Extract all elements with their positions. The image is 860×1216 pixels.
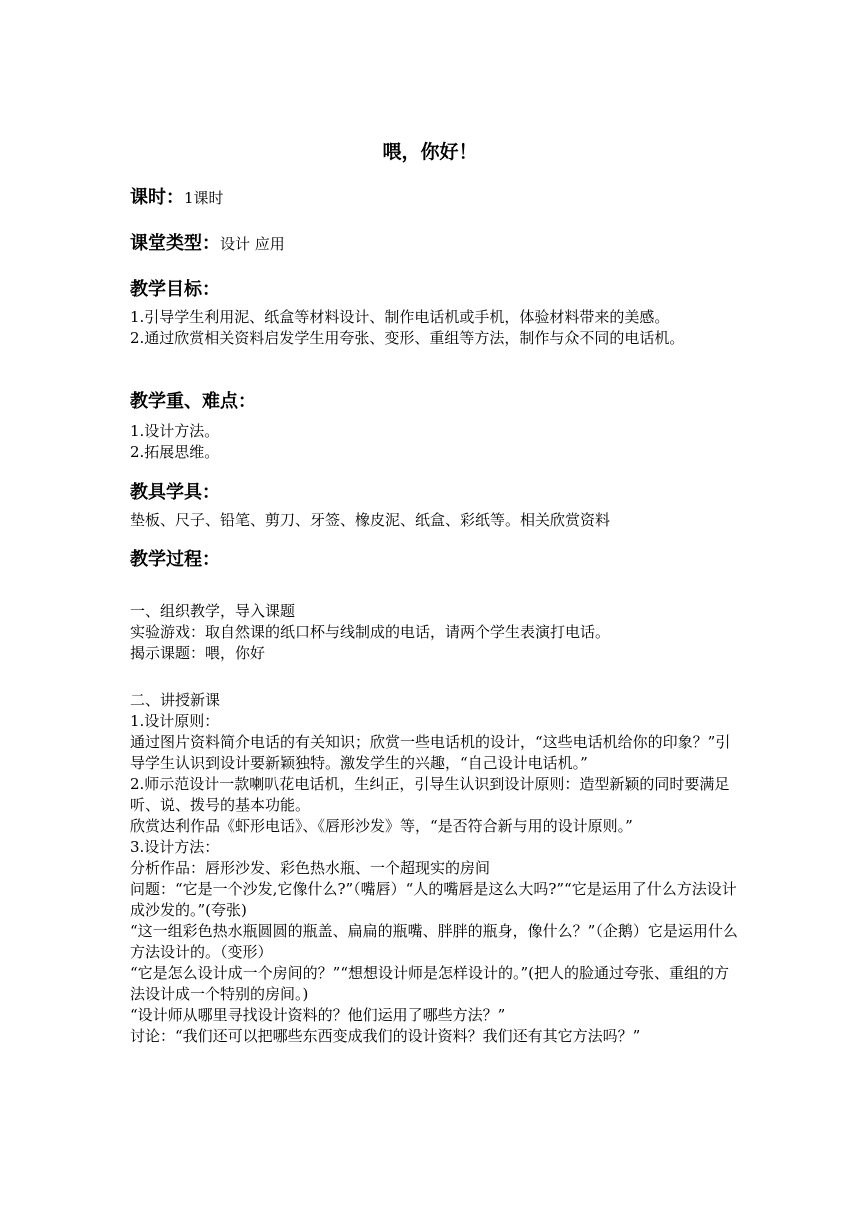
paragraph: 欣赏达利作品《虾形电话》、《唇形沙发》等，“是否符合新与用的设计原则。” [130, 817, 633, 835]
process-section-1 [130, 601, 740, 664]
tools-heading: 教具学具： [130, 482, 220, 503]
key-points-list [130, 421, 740, 463]
key-points-heading: 教学重、难点： [130, 391, 256, 412]
document-title: 喂，你好！ [382, 141, 478, 163]
paragraph: 2.师示范设计一款喇叭花电话机，生纠正，引导生认识到设计原则：造型新颖的同时要满足听、说、拨号的基本功能。 [130, 775, 730, 814]
class-type-value: 设计 应用 [220, 235, 285, 253]
paragraph: 通过图片资料简介电话的有关知识；欣赏一些电话机的设计，“这些电话机给你的印象？”引导学生认识到设计要新颖独特。激发学生的兴趣，“自己设计电话机。” [130, 733, 731, 772]
goal-item: 1.引导学生利用泥、纸盒等材料设计、制作电话机或手机，体验材料带来的美感。 [130, 308, 670, 326]
paragraph: “这一组彩色热水瓶圆圆的瓶盖、扁扁的瓶嘴、胖胖的瓶身，像什么？”（企鹅）它是运用什么方法设计的。（变形） [130, 922, 738, 961]
class-period [130, 183, 740, 209]
paragraph: “它是怎么设计成一个房间的？”“想想设计师是怎样设计的。”(把人的脸通过夸张、重组的方法设计成一个特别的房间。) [130, 964, 730, 1003]
goal-item: 2.通过欣赏相关资料启发学生用夸张、变形、重组等方法，制作与众不同的电话机。 [130, 329, 685, 347]
paragraph: 问题：“它是一个沙发,它像什么?”（嘴唇）“人的嘴唇是这么大吗?”“它是运用了什么方法设计成沙发的。”(夸张) [130, 880, 737, 919]
class-type-label: 课堂类型： [130, 233, 220, 254]
paragraph: “设计师从哪里寻找设计资料的？他们运用了哪些方法？” [130, 1006, 506, 1024]
paragraph: 揭示课题：喂，你好 [130, 644, 266, 662]
paragraph: 3.设计方法： [130, 838, 220, 856]
tools-text: 垫板、尺子、铅笔、剪刀、牙签、橡皮泥、纸盒、彩纸等。相关欣赏资料 [130, 511, 611, 529]
goals-list [130, 307, 740, 349]
paragraph: 实验游戏：取自然课的纸口杯与线制成的电话，请两个学生表演打电话。 [130, 623, 611, 641]
paragraph: 分析作品：唇形沙发、彩色热水瓶、一个超现实的房间 [130, 859, 491, 877]
key-point-item: 2.拓展思维。 [130, 443, 220, 461]
key-point-item: 1.设计方法。 [130, 422, 220, 440]
section-title: 一、组织教学，导入课题 [130, 602, 296, 620]
process-heading: 教学过程： [130, 549, 220, 570]
process-section-2 [130, 690, 740, 1047]
goals-heading: 教学目标： [130, 279, 220, 300]
paragraph: 讨论：“我们还可以把哪些东西变成我们的设计资料？我们还有其它方法吗？” [130, 1027, 641, 1045]
class-period-value: 1课时 [184, 189, 224, 207]
class-period-label: 课时： [130, 187, 184, 208]
section-title: 二、讲授新课 [130, 691, 221, 709]
paragraph: 1.设计原则： [130, 712, 220, 730]
class-type [130, 229, 740, 255]
